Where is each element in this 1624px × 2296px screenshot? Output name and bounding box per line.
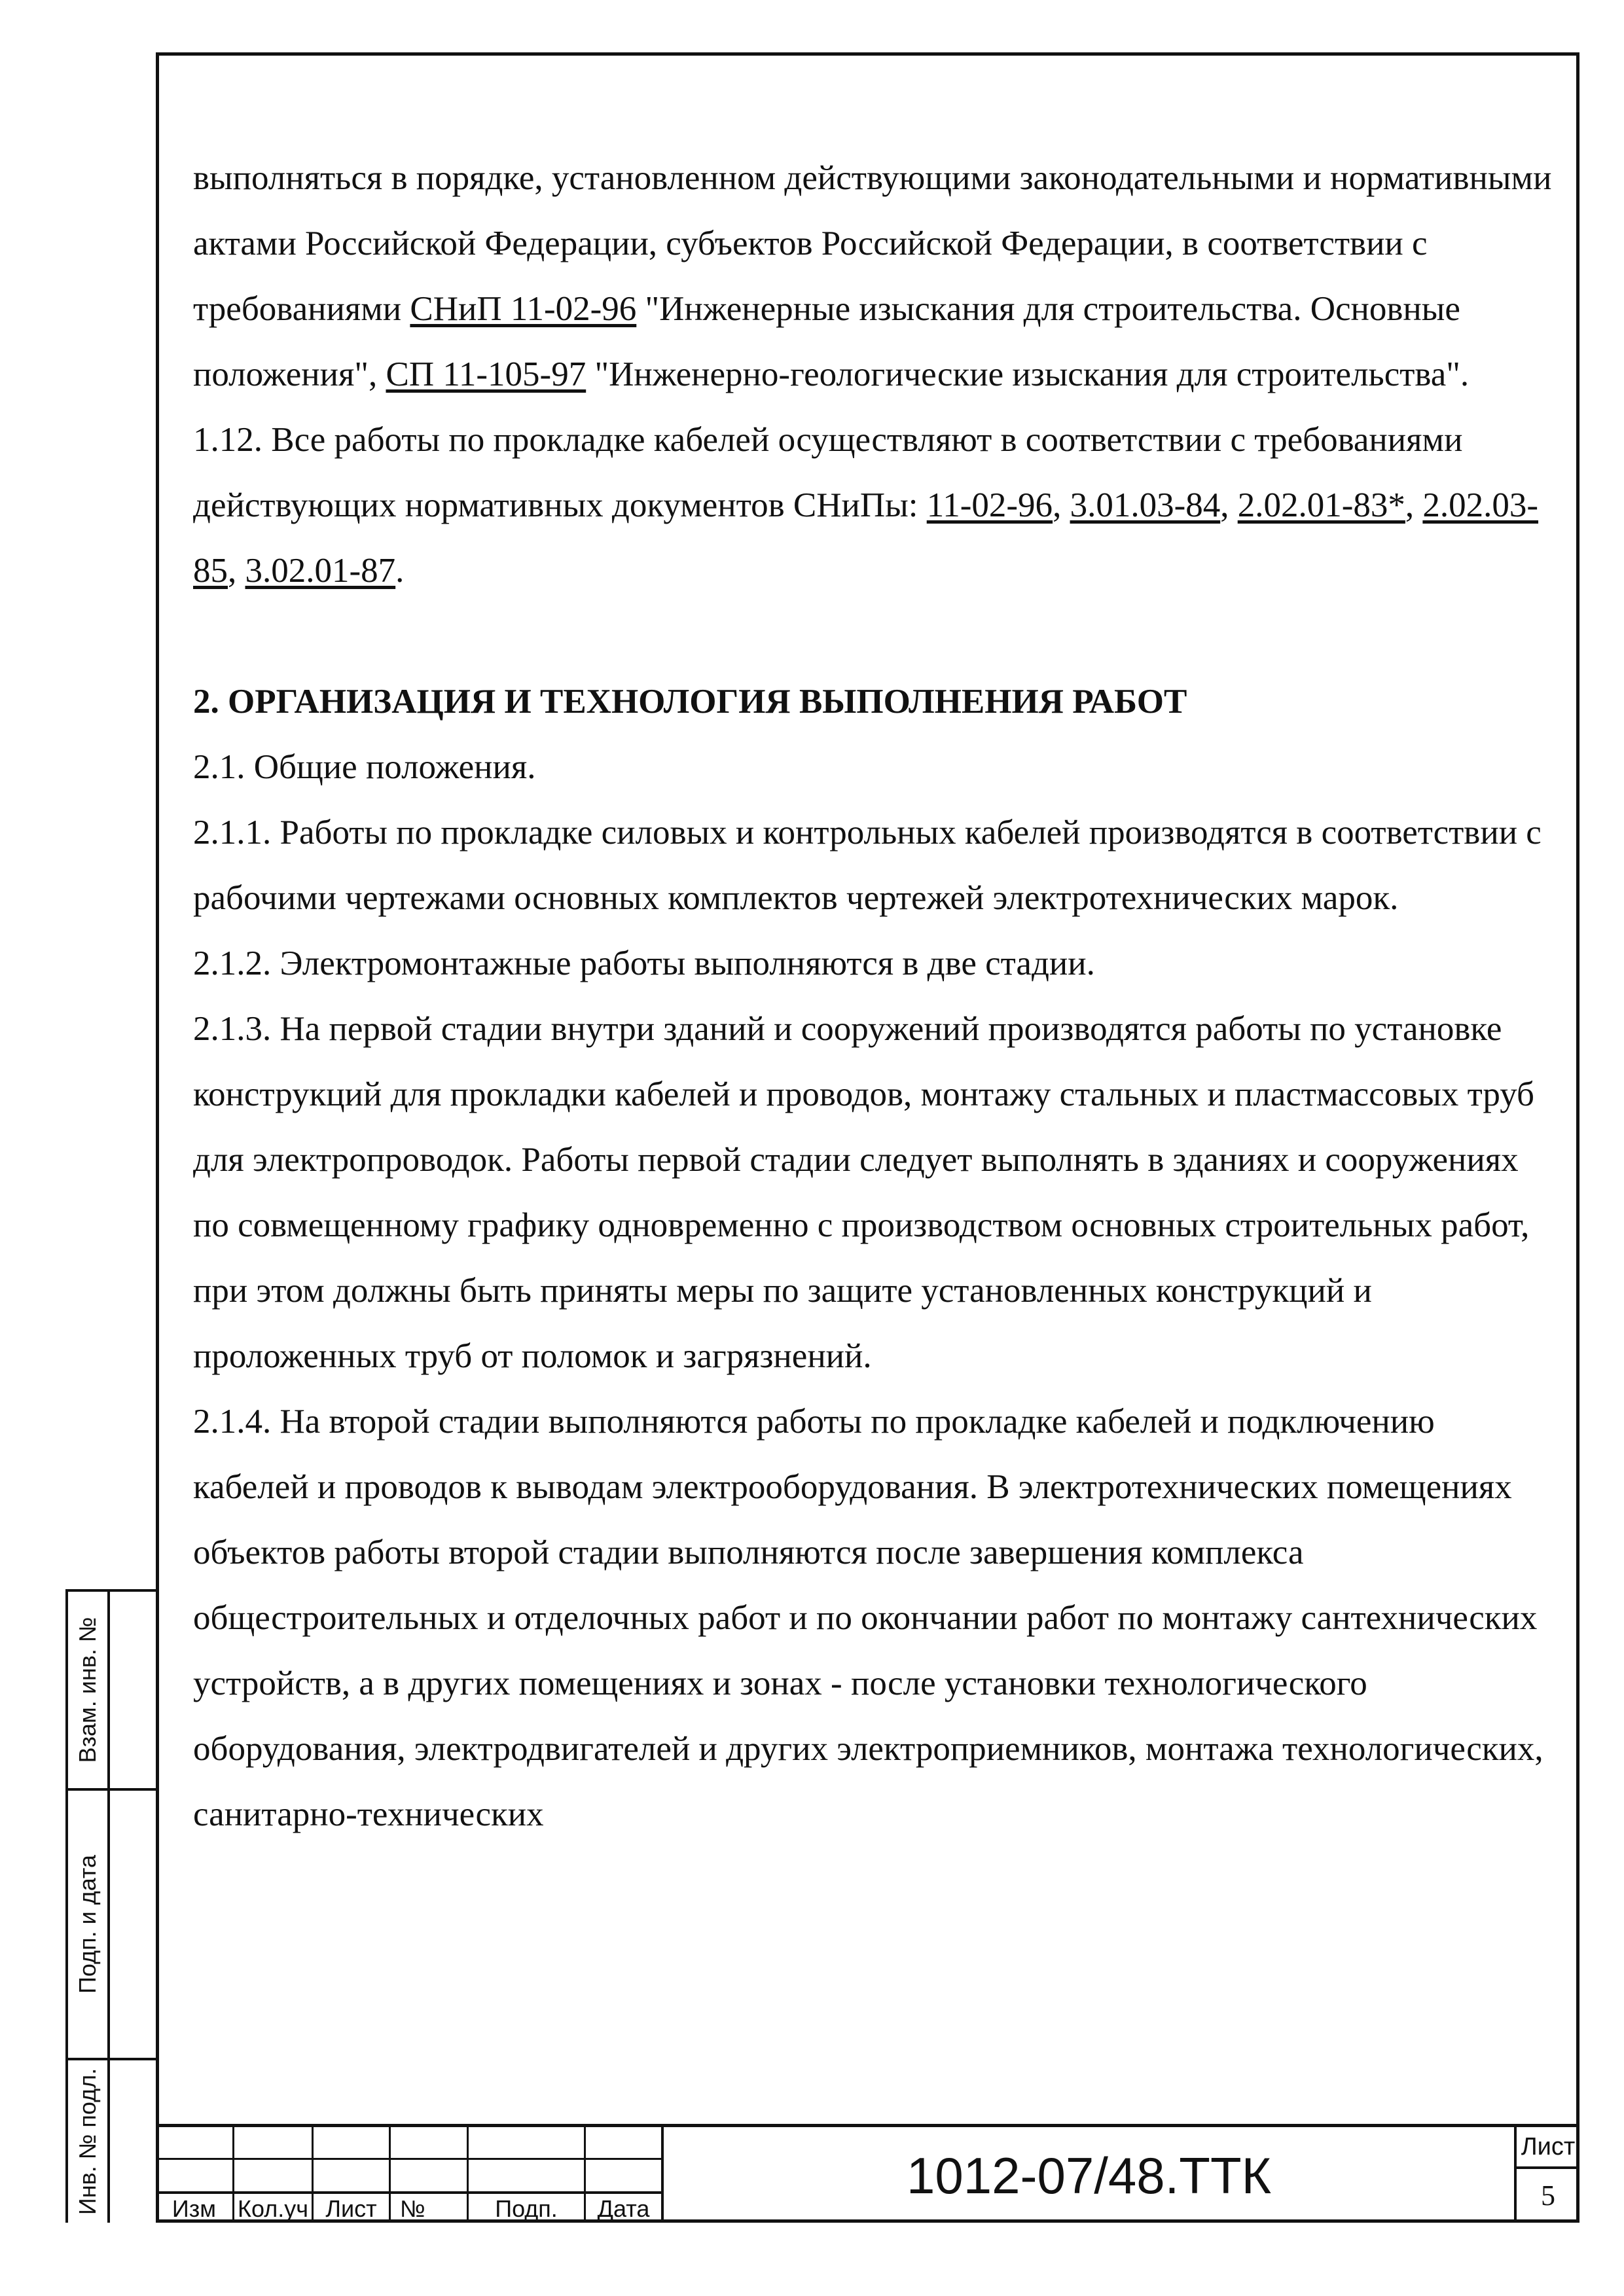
link-2-02-03-85[interactable]: 2.02.03-85 xyxy=(193,486,1539,590)
col-data: Дата xyxy=(597,2195,650,2222)
paragraph-2-1-4: 2.1.4. На второй стадии выполняются работы по прокладке кабелей и подключению кабелей и проводов к выводам электрооборудования. В электротехнических помещениях объектов работы второй стадии выполняются после завершения комплекса общестроительных и отделочных работ и по окончании работ по монтажу сантехнических устройств, а в других помещениях и зонах - после установки технологического оборудования, электродвигателей и других электроприемников, монтажа технологических, санитарно-технических xyxy=(193,1403,1543,1833)
link-2-02-01-83[interactable]: 2.02.01-83* xyxy=(1237,486,1405,524)
col-podp: Подп. xyxy=(495,2195,558,2222)
side-label-inv-podl: Инв. № подл. xyxy=(74,2068,101,2215)
paragraph-2-1-3: 2.1.3. На первой стадии внутри зданий и сооружений производятся работы по установке конструкций для прокладки кабелей и проводов, монтажу стальных и пластмассовых труб для электропроводок. Работы первой стадии следует выполнять в зданиях и сооружениях по совмещенному графику одновременно с производством основных строительных работ, при этом должны быть приняты меры по защите установленных конструкций и проложенных труб от поломок и загрязнений. xyxy=(193,1010,1534,1375)
link-snip-11-02-96[interactable]: СНиП 11-02-96 xyxy=(410,290,637,328)
paragraph-2-1-1: 2.1.1. Работы по прокладке силовых и контрольных кабелей производятся в соответствии с рабочими чертежами основных комплектов чертежей электротехнических марок. xyxy=(193,814,1542,917)
paragraph-requirements: выполняться в порядке, установленном действующими законодательными и нормативными актами Российской Федерации, субъектов Российской Федерации, в соответствии с требованиями СНиП 11-02-96 "Инженерные изыскания для строительства. Основные положения", СП 11-105-97 "Инженерно-геологические изыскания для строительства". xyxy=(193,159,1552,393)
document-code: 1012-07/48.ТТК xyxy=(906,2147,1272,2204)
link-3-01-03-84[interactable]: 3.01.03-84 xyxy=(1070,486,1221,524)
document-body xyxy=(193,145,1555,1847)
side-cell-vzam xyxy=(68,1592,156,1791)
paragraph-1-12: 1.12. Все работы по прокладке кабелей осуществляют в соответствии с требованиями действующих нормативных документов СНиПы: 11-02-96, 3.01.03-84, 2.02.01-83*, 2.02.03-85, 3.02.01-87. xyxy=(193,421,1539,590)
side-label-vzam-inv: Взам. инв. № xyxy=(74,1617,101,1763)
col-list: Лист xyxy=(325,2195,377,2222)
paragraph-2-1-2: 2.1.2. Электромонтажные работы выполняются в две стадии. xyxy=(193,944,1095,982)
link-3-02-01-87[interactable]: 3.02.01-87 xyxy=(245,552,396,590)
sheet-label: Лист xyxy=(1521,2133,1576,2161)
side-cell-inv xyxy=(68,2060,156,2223)
paragraph-2-1: 2.1. Общие положения. xyxy=(193,748,536,786)
section-gap xyxy=(193,603,1555,669)
col-kol-uch: Кол.уч xyxy=(238,2195,308,2222)
side-cell-podp xyxy=(68,1791,156,2060)
title-block xyxy=(156,2124,1579,2223)
col-izm: Изм xyxy=(171,2195,217,2222)
sheet-number: 5 xyxy=(1541,2179,1555,2212)
link-11-02-96[interactable]: 11-02-96 xyxy=(926,486,1053,524)
link-sp-11-105-97[interactable]: СП 11-105-97 xyxy=(386,355,586,393)
col-number: № xyxy=(400,2195,425,2222)
side-label-podp-data: Подп. и дата xyxy=(74,1854,101,1994)
side-stamp xyxy=(65,1589,156,2223)
section-heading: 2. ОРГАНИЗАЦИЯ И ТЕХНОЛОГИЯ ВЫПОЛНЕНИЯ РАБОТ xyxy=(193,683,1187,721)
